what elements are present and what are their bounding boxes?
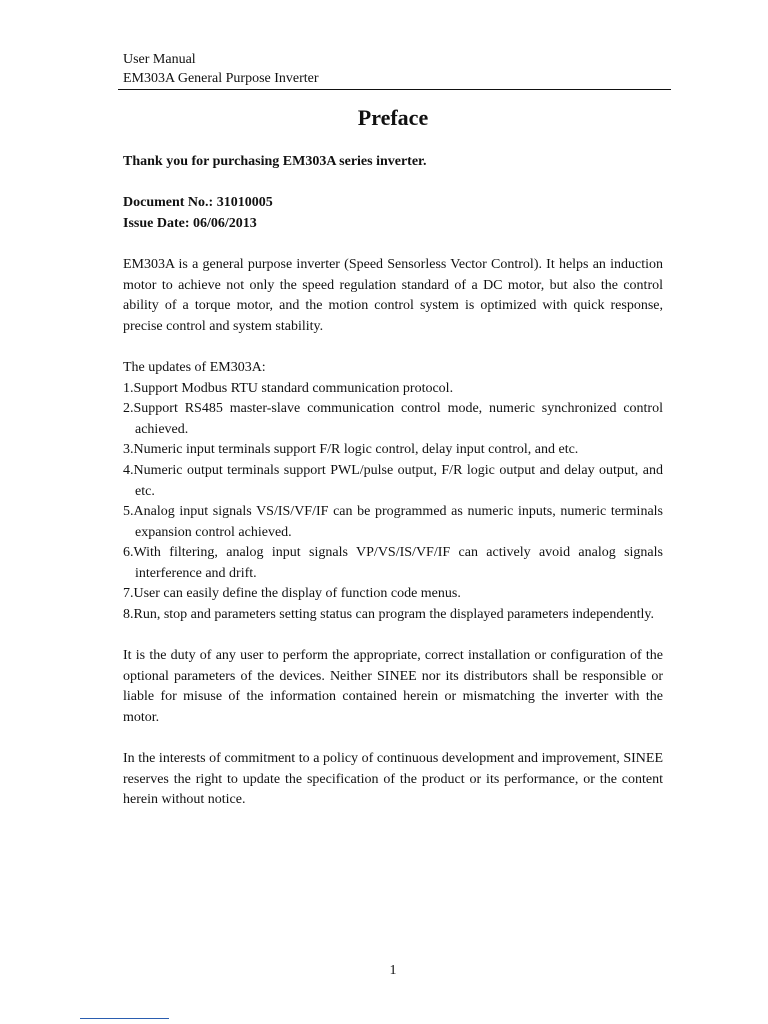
list-item: 4.Numeric output terminals support PWL/pulse output, F/R logic output and delay output, and etc. xyxy=(123,462,663,499)
spacer xyxy=(123,729,663,750)
running-header xyxy=(123,50,671,88)
spacer xyxy=(123,173,663,194)
header-line-manual: User Manual xyxy=(123,52,196,67)
spacer xyxy=(123,234,663,255)
footnote-rule xyxy=(80,1018,169,1019)
interests-paragraph: In the interests of commitment to a policy of continuous development and improvement, SINEE reserves the right to update the specification of the product or its performance, or the content herein without notice. xyxy=(123,751,663,808)
updates-list xyxy=(123,379,663,626)
header-line-product: EM303A General Purpose Inverter xyxy=(123,71,319,86)
list-item: 8.Run, stop and parameters setting status can program the displayed parameters independently. xyxy=(123,607,654,623)
spacer xyxy=(123,337,663,358)
intro-paragraph: EM303A is a general purpose inverter (Speed Sensorless Vector Control). It helps an induction motor to achieve not only the speed regulation standard of a DC motor, but also the control ability of a torque motor, and the motion control system is optimized with quick response, precise control and system stability. xyxy=(123,256,663,334)
list-item: 5.Analog input signals VS/IS/VF/IF can be programmed as numeric inputs, numeric terminals expansion control achieved. xyxy=(123,504,663,540)
issue-date: Issue Date: 06/06/2013 xyxy=(123,215,257,231)
list-item: 1.Support Modbus RTU standard communication protocol. xyxy=(123,380,454,396)
document-number: Document No.: 31010005 xyxy=(123,195,273,211)
list-item: 2.Support RS485 master-slave communication control mode, numeric synchronized control achieved. xyxy=(123,401,663,437)
page-title: Preface xyxy=(357,105,429,130)
list-item: 7.User can easily define the display of function code menus. xyxy=(123,586,461,602)
updates-heading: The updates of EM303A: xyxy=(123,359,266,375)
spacer xyxy=(123,626,663,647)
page-number: 1 xyxy=(389,963,397,978)
list-item: 3.Numeric input terminals support F/R logic control, delay input control, and etc. xyxy=(123,442,579,458)
list-item: 6.With filtering, analog input signals VP/VS/IS/VF/IF can actively avoid analog signals interference and drift. xyxy=(123,545,663,581)
body-text xyxy=(123,152,663,811)
duty-paragraph: It is the duty of any user to perform the appropriate, correct installation or configuration of the optional parameters of the devices. Neither SINEE nor its distributors shall be responsible or liable for misuse of the information contained herein or mismatching the inverter with the motor. xyxy=(123,648,663,726)
thanks-line: Thank you for purchasing EM303A series inverter. xyxy=(123,154,427,169)
header-rule xyxy=(118,89,671,90)
